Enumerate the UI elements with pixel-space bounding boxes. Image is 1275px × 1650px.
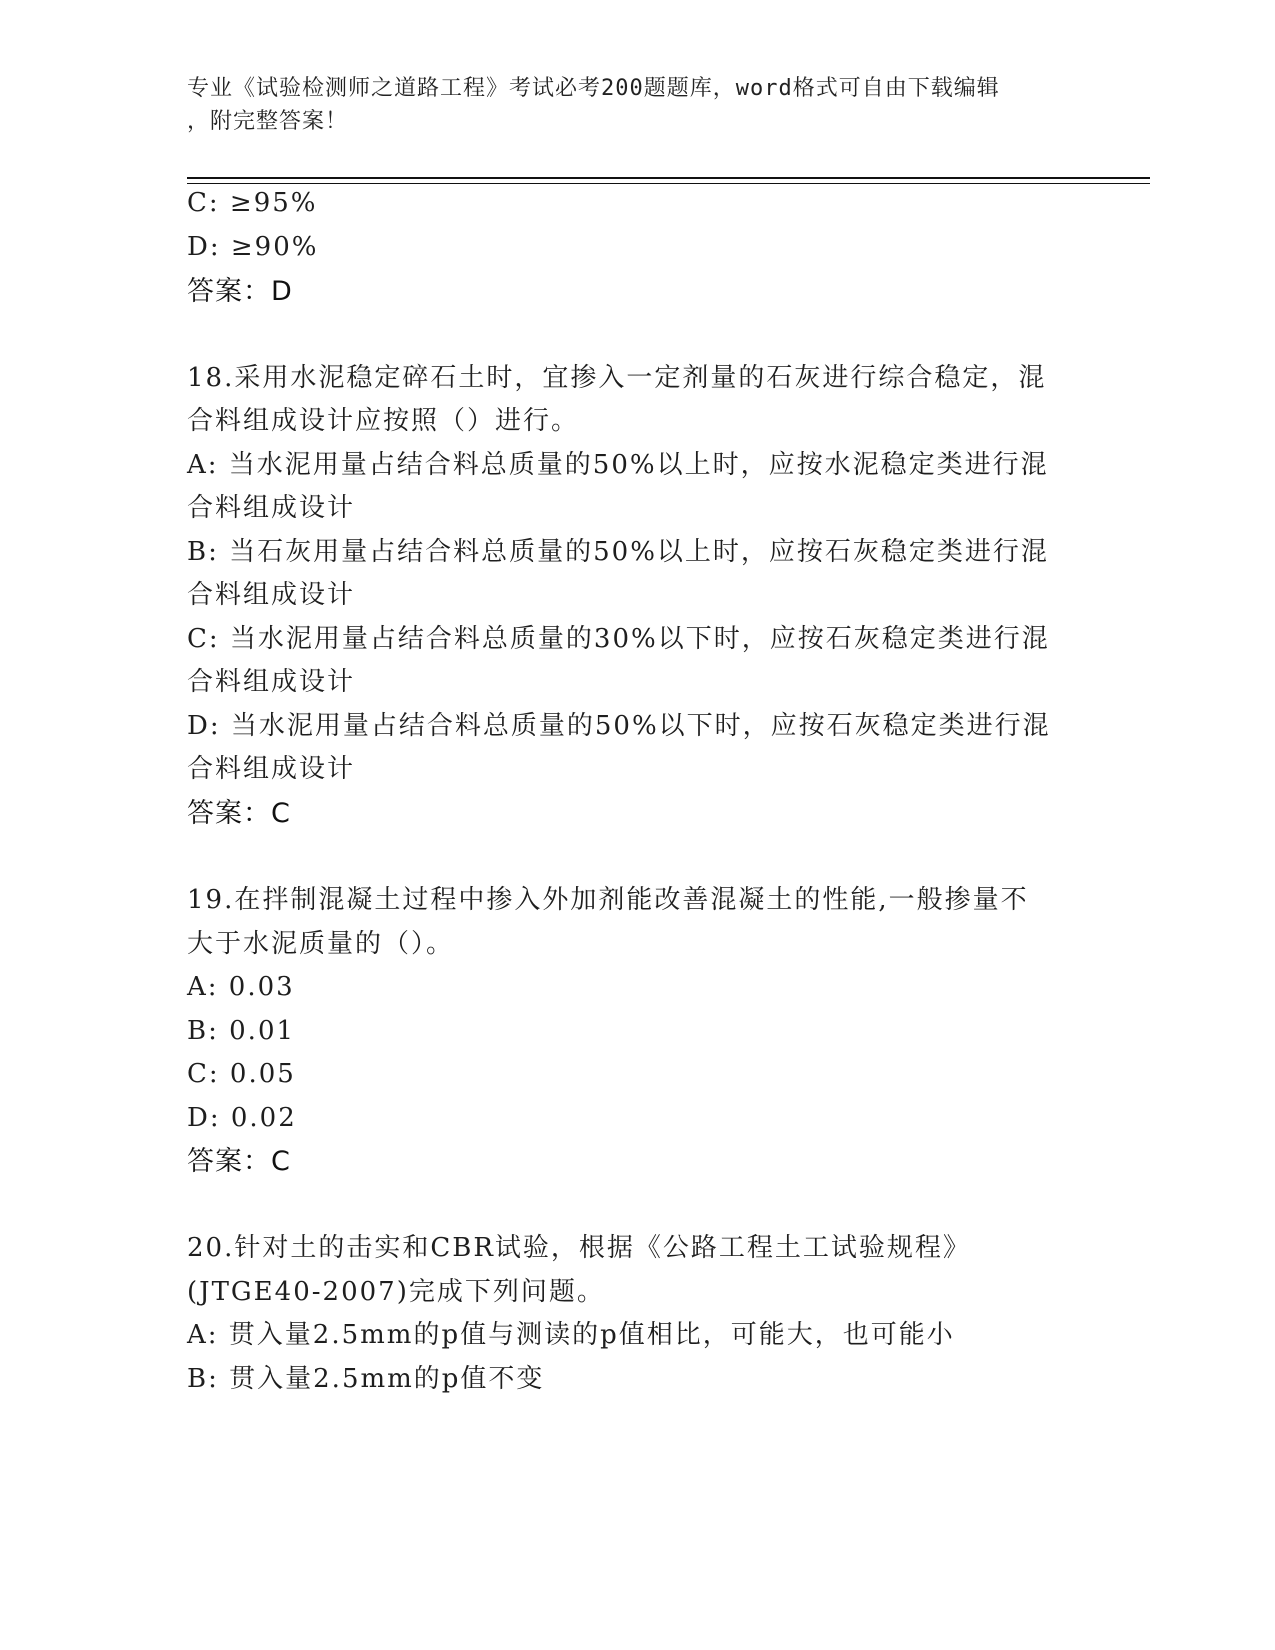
q18-option-b-line-2: 合料组成设计: [187, 580, 356, 610]
q20-stem-line-2: (JTGE40-2007)完成下列问题。: [187, 1277, 605, 1307]
q18-stem-line-2: 合料组成设计应按照（）进行。: [187, 406, 580, 436]
header-line-1: 专业《试验检测师之道路工程》考试必考200题题库，word格式可自由下载编辑: [187, 76, 1000, 101]
q20-stem-line-1: 20.针对土的击实和CBR试验，根据《公路工程土工试验规程》: [187, 1233, 971, 1263]
q18-stem-line-1: 18.采用水泥稳定碎石土时，宜掺入一定剂量的石灰进行综合稳定，混: [187, 363, 1047, 393]
q18-option-d-line-2: 合料组成设计: [187, 754, 356, 784]
q18-option-b-line-1: B: 当石灰用量占结合料总质量的50%以上时，应按石灰稳定类进行混: [187, 537, 1049, 567]
q20-option-b: B: 贯入量2.5mm的p值不变: [187, 1364, 545, 1394]
q19-stem-line-1: 19.在拌制混凝土过程中掺入外加剂能改善混凝土的性能,一般掺量不: [187, 885, 1029, 915]
q20-option-a: A: 贯入量2.5mm的p值与测读的p值相比，可能大，也可能小: [187, 1320, 955, 1350]
q19-option-d: D: 0.02: [187, 1103, 297, 1133]
q18-option-a-line-1: A: 当水泥用量占结合料总质量的50%以上时，应按水泥稳定类进行混: [187, 450, 1049, 480]
q18-option-c-line-1: C: 当水泥用量占结合料总质量的30%以下时，应按石灰稳定类进行混: [187, 624, 1050, 654]
q18-option-d-line-1: D: 当水泥用量占结合料总质量的50%以下时，应按石灰稳定类进行混: [187, 711, 1051, 741]
q17-answer: 答案：D: [187, 276, 293, 307]
q19-option-c: C: 0.05: [187, 1059, 296, 1089]
q18-answer: 答案：C: [187, 798, 291, 829]
q19-answer: 答案：C: [187, 1146, 291, 1177]
q17-option-d: D: ≥90%: [187, 232, 319, 262]
q18-option-c-line-2: 合料组成设计: [187, 667, 356, 697]
header-divider-thin: [187, 183, 1150, 184]
header-divider-thick: [187, 177, 1150, 179]
page-header: [187, 72, 1067, 138]
q19-stem-line-2: 大于水泥质量的（）。: [187, 929, 455, 959]
q17-option-c: C: ≥95%: [187, 188, 318, 218]
q18-option-a-line-2: 合料组成设计: [187, 493, 356, 523]
q19-option-a: A: 0.03: [187, 972, 295, 1002]
header-line-2: ，附完整答案！: [187, 109, 349, 134]
q19-option-b: B: 0.01: [187, 1016, 296, 1046]
